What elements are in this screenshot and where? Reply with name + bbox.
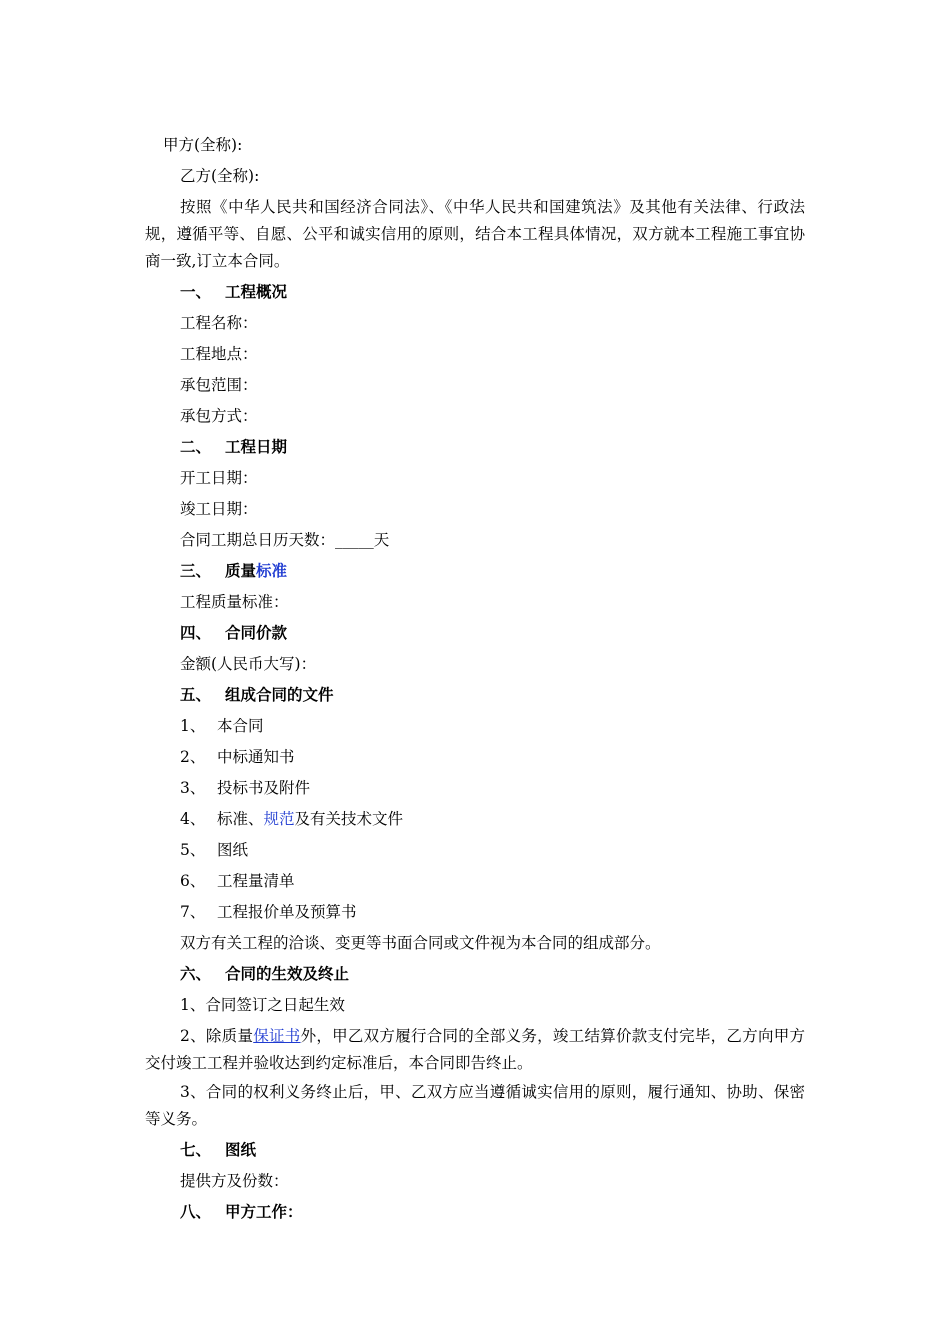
field-total-days: 合同工期总日历天数：_____天 bbox=[180, 531, 390, 549]
item-number: 4、 bbox=[180, 810, 206, 828]
section-8-heading bbox=[145, 1197, 805, 1228]
field-start-date: 开工日期： bbox=[180, 469, 258, 487]
section-4-heading bbox=[145, 618, 805, 649]
field-project-location: 工程地点： bbox=[180, 345, 258, 363]
section-title: 工程概况 bbox=[225, 283, 288, 301]
item-number: 1、 bbox=[180, 717, 206, 735]
section-3-heading bbox=[145, 556, 805, 587]
list-item bbox=[145, 835, 805, 866]
party-a-line: 甲方(全称): bbox=[163, 136, 243, 154]
section-title-link[interactable]: 标准 bbox=[256, 562, 288, 580]
clause-text: 2、除质量 bbox=[180, 1027, 254, 1045]
item-number: 6、 bbox=[180, 872, 206, 890]
field-provider-copies: 提供方及份数： bbox=[180, 1172, 289, 1190]
section-title: 工程日期 bbox=[225, 438, 288, 456]
section-6-heading bbox=[145, 959, 805, 990]
section-title: 合同的生效及终止 bbox=[225, 965, 350, 983]
section-title: 组成合同的文件 bbox=[225, 686, 334, 704]
section-number: 二、 bbox=[180, 438, 212, 456]
field-project-name: 工程名称： bbox=[180, 314, 258, 332]
section-number: 四、 bbox=[180, 624, 212, 642]
section-2-heading bbox=[145, 432, 805, 463]
item-text: 工程报价单及预算书 bbox=[217, 903, 357, 921]
section-number: 一、 bbox=[180, 283, 212, 301]
section-number: 七、 bbox=[180, 1141, 212, 1159]
list-item bbox=[145, 866, 805, 897]
section-number: 五、 bbox=[180, 686, 212, 704]
section-title: 质量 bbox=[225, 562, 257, 580]
list-item bbox=[145, 773, 805, 804]
section-1-heading bbox=[145, 277, 805, 308]
section-5-heading bbox=[145, 680, 805, 711]
contract-body bbox=[145, 130, 805, 1228]
documents-note: 双方有关工程的洽谈、变更等书面合同或文件视为本合同的组成部分。 bbox=[180, 934, 661, 952]
party-b-line: 乙方(全称): bbox=[180, 167, 260, 185]
section-number: 六、 bbox=[180, 965, 212, 983]
item-text: 本合同 bbox=[217, 717, 264, 735]
intro-paragraph: 按照《中华人民共和国经济合同法》、《中华人民共和国建筑法》及其他有关法律、行政法规，遵循平等、自愿、公平和诚实信用的原则，结合本工程具体情况，双方就本工程施工事宜协商一致,订立本合同。 bbox=[145, 198, 805, 270]
item-number: 2、 bbox=[180, 748, 206, 766]
item-number: 3、 bbox=[180, 779, 206, 797]
item-text: 图纸 bbox=[217, 841, 249, 859]
list-item bbox=[145, 804, 805, 835]
termination-clause bbox=[145, 1023, 805, 1077]
item-text: 及有关技术文件 bbox=[294, 810, 404, 828]
item-text: 中标通知书 bbox=[217, 748, 295, 766]
item-number: 7、 bbox=[180, 903, 206, 921]
section-number: 八、 bbox=[180, 1203, 212, 1221]
item-text: 工程量清单 bbox=[217, 872, 295, 890]
section-number: 三、 bbox=[180, 562, 212, 580]
item-text: 投标书及附件 bbox=[217, 779, 311, 797]
post-termination-clause: 3、合同的权利义务终止后，甲、乙双方应当遵循诚实信用的原则，履行通知、协助、保密等义务。 bbox=[145, 1083, 805, 1128]
list-item bbox=[145, 711, 805, 742]
list-item bbox=[145, 897, 805, 928]
warranty-link[interactable]: 保证书 bbox=[253, 1027, 301, 1045]
section-title: 甲方工作： bbox=[225, 1203, 303, 1221]
effective-clause: 1、合同签订之日起生效 bbox=[180, 996, 345, 1014]
field-completion-date: 竣工日期： bbox=[180, 500, 258, 518]
spec-link[interactable]: 规范 bbox=[263, 810, 295, 828]
item-text: 标准、 bbox=[217, 810, 264, 828]
field-quality-standard: 工程质量标准： bbox=[180, 593, 289, 611]
field-contract-method: 承包方式： bbox=[180, 407, 258, 425]
list-item bbox=[145, 742, 805, 773]
field-contract-scope: 承包范围： bbox=[180, 376, 258, 394]
clause-text: 外，甲乙双方履行合同的全部义务，竣工结算价款支付完毕，乙方向甲方交付竣工工程并验收达到约定标准后，本合同即告终止。 bbox=[145, 1027, 805, 1072]
section-title: 合同价款 bbox=[225, 624, 288, 642]
field-amount: 金额(人民币大写)： bbox=[180, 655, 317, 673]
section-7-heading bbox=[145, 1135, 805, 1166]
item-number: 5、 bbox=[180, 841, 206, 859]
section-title: 图纸 bbox=[225, 1141, 257, 1159]
